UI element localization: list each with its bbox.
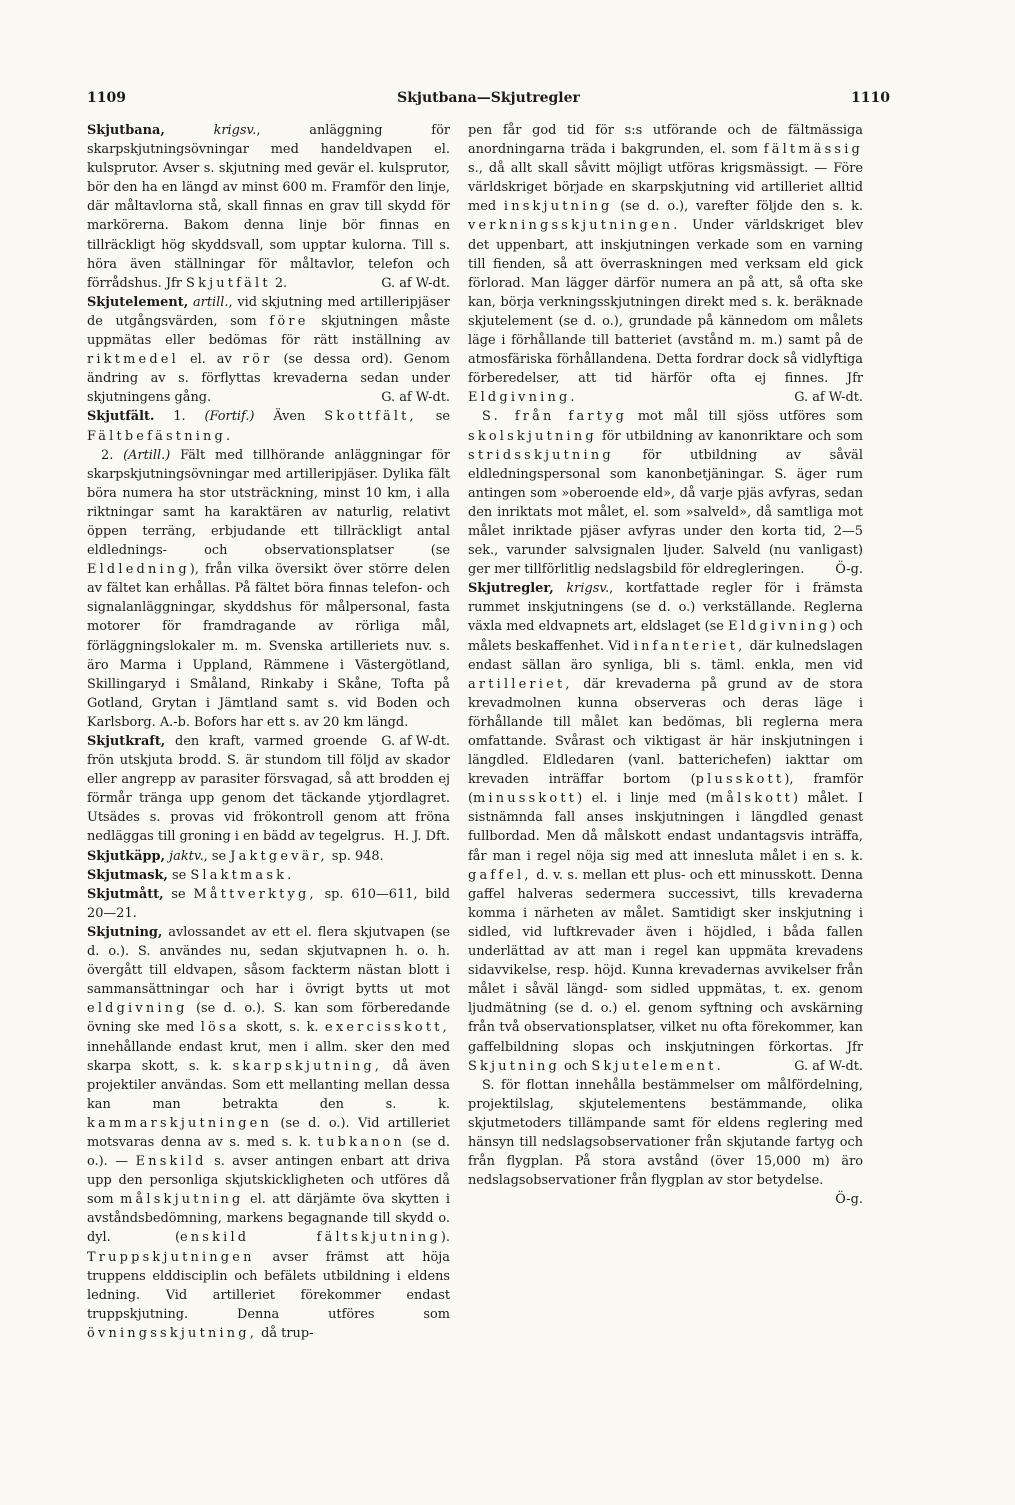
headword: Skjutregler, — [468, 581, 554, 597]
subject-tag: artill. — [192, 294, 229, 310]
signature: G. af W-dt. — [794, 390, 863, 406]
subject-tag: krigsv. — [213, 123, 257, 138]
cross-ref: Skjutfält — [186, 275, 271, 291]
entry-skjutelement: Skjutelement, artill., vid skjutning med artilleripjäser de utgångsvärden, som före skjutningen måste uppmätas eller bedömas för rätt inställning av riktmedel el. av rör (se dessa ord). Genom ändring av s. förflyttas krevaderna sedan under skjutningens gång. G. af W-dt. — [87, 293, 450, 408]
running-header — [87, 90, 890, 112]
left-column — [87, 121, 450, 1343]
headword: Skjutelement, — [87, 294, 189, 310]
signature: G. af W-dt. — [381, 734, 450, 749]
headword: Skjutning, — [87, 924, 163, 940]
headword: Skjutbana, — [87, 123, 165, 138]
headword: Skjutfält. — [87, 409, 155, 425]
entry-skjutbana: Skjutbana, krigsv., anläggning för skarpskjutningsövningar med handeldvapen el. kulsprutor. Avser s. skjutning med gevär el. kulsprutor, bör den ha en längd av minst 600 m. Framför den linje, där måltavlorna stå, skall finnas en grav till skydd för markörerna. Bakom denna linje bör finnas en tillräckligt hög skyddsvall, som upptar kulorna. Till s. höra även ställningar för måltavlor, telefon och förrådshus. Jfr Skjutfält 2. G. af W-dt. — [87, 121, 450, 293]
entry-skjutning-cont: pen får god tid för s:s utförande och de fältmässiga anordningarna träda i bakgrunden, el. som fältmässig s., då allt skall såvitt möjligt utföras krigsmässigt. — Före världskriget började en skarpskjutning vid artilleriet alltid med inskjutning (se d. o.), varefter följde den s. k. verkningsskjutningen. Under världskriget blev det uppenbart, att inskjutningen verkade som en varning till fienden, så att överraskningen med verksam eld gick förlorad. Man lägger därför numera an på att, så ofta ske kan, börja verkningsskjutningen direkt med s. k. beräknade skjutelement (se d. o.), grundade på kännedom om målets läge i förhållande till batteriet (avstånd m. m.) samt på de atmosfäriska förhållandena. Detta fordrar dock så vidlyftiga förberedelser, att tid härför ofta ej finnes. Jfr Eldgivning. G. af W-dt. — [468, 121, 863, 407]
signature: Ö-g. — [835, 1192, 863, 1208]
entry-skjutkraft: Skjutkraft, den kraft, varmed groende frön utskjuta brodd. S. är stundom till följd av skador eller angrepp av parasiter försvagad, så att brodden ej förmår tränga upp genom det täckande ytjordlagret. Utsädes s. provas vid frökontroll genom att fröna nedläggas till groning i en bädd av tegelgrus. H. J. Dft. — [87, 732, 450, 847]
signature: H. J. Dft. — [393, 829, 450, 845]
entry-skjutfalt-2: 2. (Artill.) Fält med tillhörande anläggningar för skarpskjutningsövningar med artilleripjäser. Dylika fält böra numera ha stor utsträckning, minst 10 km, i alla riktningar samt ha karaktären av naturlig, relativt öppen terräng, erbjudande ett tillräckligt antal eldlednings- och observationsplatser (se Eldledning), från vilka översikt över större delen av fältet kan erhållas. På fältet böra finnas telefon- och signalanläggningar, skyddshus för målpersonal, fasta motorer för framdragande av rörliga mål, förläggningslokaler m. m. Svenska artilleriets nuv. s. äro Marma i Uppland, Rämmene i Västergötland, Skillingaryd i Småland, Rinkaby i Skåne, Tofta på Gotland, Grytan i Jämtland samt s. vid Boden och Karlsborg. A.-b. Bofors har ett s. av 20 km längd. G. af W-dt. — [87, 446, 450, 732]
entry-skjutning-fartyg: S. från fartyg mot mål till sjöss utföres som skolskjutning för utbildning av kanonriktare och som stridsskjutning för utbildning av såväl eldledningspersonal som kanonbetjäningar. S. äger rum antingen som »oberoende eld», då varje pjäs avfyras, sedan den inriktats mot målet, el. som »salveld», då samtliga mot målet inriktade pjäser avfyras under den korta tid, 2—5 sek., varunder salvsignalen ljuder. Salveld (nu vanligast) ger mer tillförlitlig nedslagsbild för eldregleringen. Ö-g. — [468, 407, 863, 579]
page-number-left: 1109 — [87, 90, 126, 106]
subject-tag: krigsv. — [566, 581, 610, 597]
headword: Skjutmask, — [87, 867, 168, 883]
headword: Skjutkraft, — [87, 734, 166, 749]
headword: Skjutmått, — [87, 886, 164, 902]
page-number-right: 1110 — [851, 90, 890, 106]
signature: G. af W-dt. — [381, 390, 450, 406]
entry-skjutregler: Skjutregler, krigsv., kortfattade regler för i främsta rummet inskjutningens (se d. o.) verkställande. Reglerna växla med eldvapnets art, eldslaget (se Eldgivning) och målets beskaffenhet. Vid infanteriet, där kulnedslagen endast sällan äro synliga, bli s. täml. enkla, men vid artilleriet, där krevaderna på grund av de stora krevadmolnen kunna observeras och deras läge i förhållande till målet kan bedömas, bli reglerna mera omfattande. Svårast och viktigast är här inskjutningen i längdled. Eldledaren (vanl. batterichefen) iakttar om krevaden inträffar bortom (plusskott), framför (minusskott) el. i linje med (målskott) målet. I sistnämnda fall anses inskjutningen i längdled genast fullbordad. Men då målskott endast undantagsvis inträffa, får man i regel nöja sig med att innesluta målet i en s. k. gaffel, d. v. s. mellan ett plus- och ett minusskott. Denna gaffel halveras sedermera successivt, tills krevaderna komma i närheten av målet. Samtidigt sker inskjutning i sidled, vid luftkrevader även i höjdled, i båda fallen underlättad av att man i regel kan uppmäta krevadens sidavvikelse, resp. höjd. Kunna krevadernas avvikelser från målet i såväl längd- som sidled uppmätas, t. ex. genom ljudmätning (se d. o.) el. genom syftning och avskärning från två observationsplatser, vilket nu ofta förekommer, kan gaffelbildning slopas och inskjutningen förkortas. Jfr Skjutning och Skjutelement. G. af W-dt. — [468, 579, 863, 1075]
entry-skjutregler-flottan: S. för flottan innehålla bestämmelser om målfördelning, projektilslag, skjutelementens bestämmande, olika skjutmetoders tillämpande samt för eldens reglering med hänsyn till nedslagsobservationer från skjutande fartyg och från flygplan. På stora avstånd (över 15,000 m) äro nedslagsobservationer från flygplan av stor betydelse. Ö-g. — [468, 1076, 863, 1191]
headword: Skjutkäpp, — [87, 848, 166, 864]
entry-skjutmatt: Skjutmått, se Måttverktyg, sp. 610—611, bild 20—21. — [87, 886, 451, 921]
signature: Ö-g. — [835, 562, 863, 578]
right-column — [468, 121, 863, 1209]
entry-skjutfalt: Skjutfält. 1. (Fortif.) Även Skottfält, se Fältbefästning. — [87, 409, 450, 444]
entry-skjutning: Skjutning, avlossandet av ett el. flera skjutvapen (se d. o.). S. användes nu, sedan skjutvapnen h. o. h. övergått till eldvapen, såsom fackterm nästan blott i sammansättningar och har i övrigt bytts ut mot eldgivning (se d. o.). S. kan som förberedande övning ske med lösa skott, s. k. exercisskott, innehållande endast krut, men i allm. sker den med skarpa skott, s. k. skarpskjutning, då även projektiler användas. Som ett mellanting mellan dessa kan man betrakta den s. k. kammarskjutningen (se d. o.). Vid artilleriet motsvaras denna av s. med s. k. tubkanon (se d. o.). — Enskild s. avser antingen enbart att driva upp den personliga skjutskickligheten och utföres då som målskjutning el. att därjämte öva skytten i avståndsbedömning, markens begagnande till skydd o. dyl. (enskild fältskjutning). Truppskjutningen avser främst att höja truppens elddisciplin och befälets utbildning i eldens ledning. Vid artilleriet förekommer endast truppskjutning. Denna utföres som övningsskjutning, då trup- — [87, 924, 450, 1341]
signature: G. af W-dt. — [794, 1058, 863, 1074]
entry-skjutkapp: Skjutkäpp, jaktv., se Jaktgevär, sp. 948. — [87, 848, 384, 864]
signature: G. af W-dt. — [381, 275, 450, 291]
page-title: Skjutbana—Skjutregler — [397, 90, 580, 106]
entry-skjutmask: Skjutmask, se Slaktmask. — [87, 867, 295, 883]
